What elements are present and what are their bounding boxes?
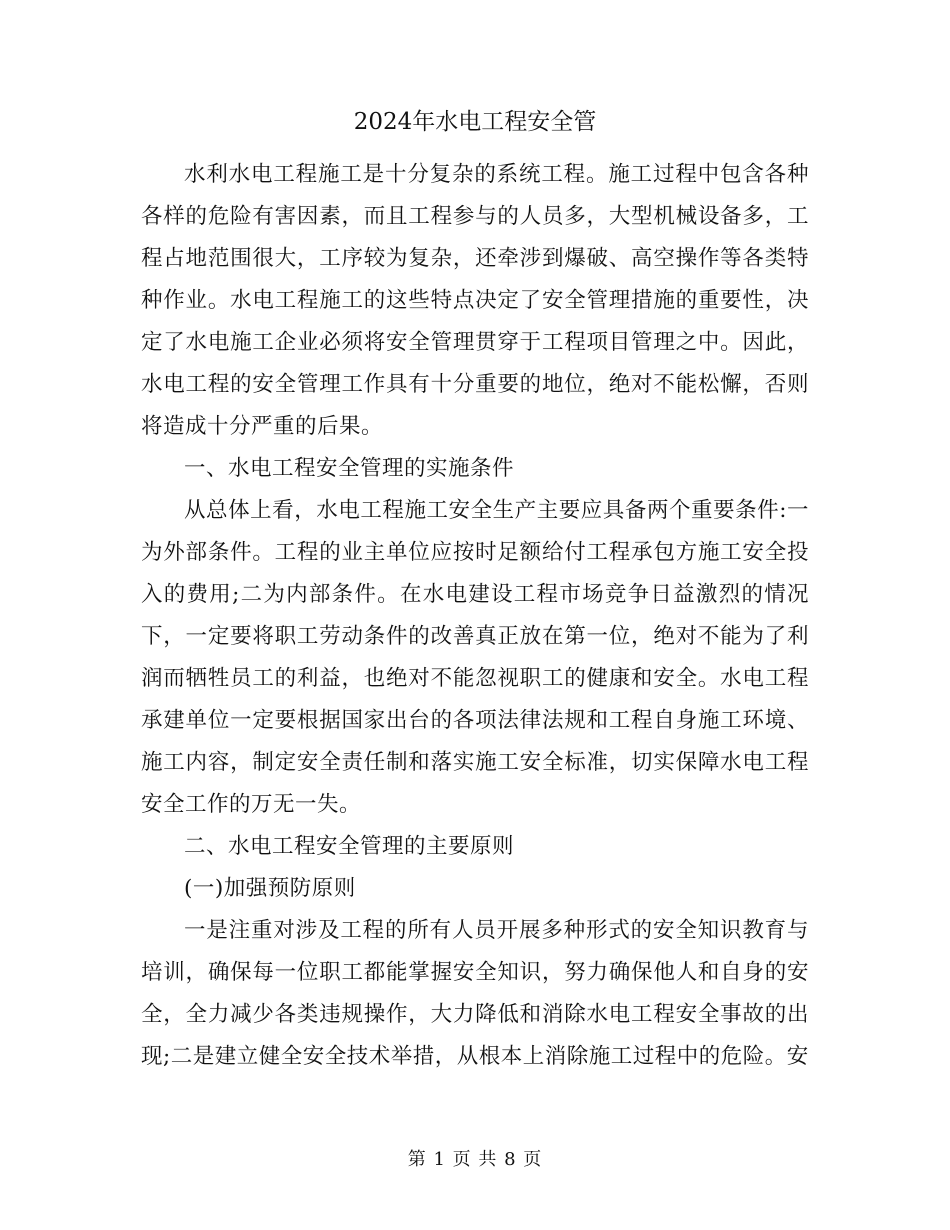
section-heading-2: 二、水电工程安全管理的主要原则	[184, 834, 515, 859]
subsection-paragraph-1: 一是注重对涉及工程的所有人员开展多种形式的安全知识教育与培训，确保每一位职工都能掌握安全知识，努力确保他人和自身的安全，全力减少各类违规操作，大力降低和消除水电工程安全事故的出现;二是建立健全安全技术举措，从根本上消除施工过程中的危险。安	[141, 918, 809, 1069]
intro-paragraph: 水利水电工程施工是十分复杂的系统工程。施工过程中包含各种各样的危险有害因素，而且工程参与的人员多，大型机械设备多，工程占地范围很大，工序较为复杂，还牵涉到爆破、高空操作等各类特种作业。水电工程施工的这些特点决定了安全管理措施的重要性，决定了水电施工企业必须将安全管理贯穿于工程项目管理之中。因此，水电工程的安全管理工作具有十分重要的地位，绝对不能松懈，否则将造成十分严重的后果。	[141, 162, 809, 439]
document-body	[141, 154, 809, 1078]
section-paragraph-1: 从总体上看，水电工程施工安全生产主要应具备两个重要条件:一为外部条件。工程的业主单位应按时足额给付工程承包方施工安全投入的费用;二为内部条件。在水电建设工程市场竞争日益激烈的情况下，一定要将职工劳动条件的改善真正放在第一位，绝对不能为了利润而牺牲员工的利益，也绝对不能忽视职工的健康和安全。水电工程承建单位一定要根据国家出台的各项法律法规和工程自身施工环境、施工内容，制定安全责任制和落实施工安全标准，切实保障水电工程安全工作的万无一失。	[141, 498, 809, 817]
section-heading-1: 一、水电工程安全管理的实施条件	[184, 456, 515, 481]
subsection-heading-1: (一)加强预防原则	[184, 876, 356, 901]
document-title: 2024年水电工程安全管	[353, 109, 597, 135]
page-footer: 第 1 页 共 8 页	[407, 1149, 543, 1170]
